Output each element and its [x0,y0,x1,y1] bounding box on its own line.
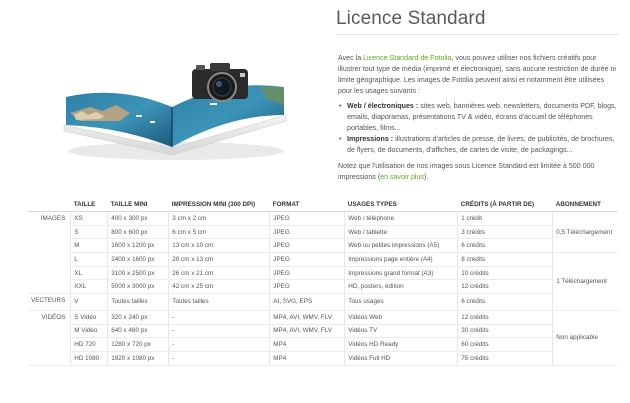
usage-label: Impressions : [347,135,394,144]
table-cell: 8 crédits [458,253,553,267]
intro-suffix: , vous pouvez utiliser nos fichiers créatifs pour illustrer tout type de média (imprimé et électronique), sans aucune restriction de durée ni limite géographique. Les images de Fotolia peuvent ainsi et notamment être utilisées pour les usages suivants : [338,54,616,96]
table-cell: Web / tablette [345,225,458,239]
table-cell: 60 crédits [458,338,553,352]
table-cell: AI, SVG, EPS [270,294,345,311]
table-cell: XXL [71,280,108,294]
table-cell: Impressions page entière (A4) [345,253,458,267]
table-cell: 320 x 240 px [108,310,169,324]
title-divider [336,34,618,35]
column-header: IMPRESSION MINI (300 DPI) [169,198,270,212]
table-cell: 13 cm x 10 cm [169,239,270,253]
table-cell: 3 cm x 2 cm [169,212,270,226]
table-cell: 75 crédits [458,351,553,365]
note-end: ). [423,173,429,182]
column-header: ABONNEMENT [553,198,618,212]
table-cell: Impressions grand format (A3) [345,266,458,280]
table-cell: 5000 x 3000 px [108,280,169,294]
category-cell: VIDÉOS [28,310,71,365]
table-cell: 640 x 480 px [108,324,169,338]
table-cell: 3100 x 2500 px [108,266,169,280]
subscription-cell: 0,5 Téléchargement [553,212,618,253]
table-cell: S [71,225,108,239]
table-cell: MP4 [270,351,345,365]
table-cell: 26 cm x 21 cm [169,266,270,280]
table-row [28,294,618,311]
usage-item-web [338,101,620,134]
table-cell: 10 crédits [458,266,553,280]
table-cell: Tous usages [345,294,458,311]
table-row [28,324,618,338]
table-cell: 42 cm x 25 cm [169,280,270,294]
table-cell: HD 720 [71,338,108,352]
table-cell: - [169,338,270,352]
table-row [28,351,618,365]
table-cell: 20 cm x 13 cm [169,253,270,267]
table-cell: Vidéos Web [345,310,458,324]
table-cell: Toutes tailles [169,294,270,311]
table-cell: M Vidéo [71,324,108,338]
table-cell: 1600 x 1200 px [108,239,169,253]
pricing-table [28,198,618,366]
column-header: USAGES TYPES [345,198,458,212]
table-cell: 1 crédit [458,212,553,226]
table-cell: 6 cm x 5 cm [169,225,270,239]
subscription-cell: 1 Téléchargement [553,253,618,311]
usage-text: illustrations d'articles de presse, de livres, de publicités, de brochures, de flyers, de documents, d'affiches, de cartes de visite, de packagings... [347,135,615,155]
table-cell: Vidéos TV [345,324,458,338]
table-cell: L [71,253,108,267]
table-cell: XL [71,266,108,280]
table-row [28,239,618,253]
table-cell: JPEG [270,212,345,226]
table-cell: MP4, AVI, WMV, FLV [270,324,345,338]
table-cell: Web ou petites impressions (A5) [345,239,458,253]
table-cell: 3 crédits [458,225,553,239]
usage-text: sites web, bannières web, newsletters, documents PDF, blogs, emails, diaporamas, présentations TV & vidéo, écrans d'accueil de téléphones portables, films... [347,102,617,133]
table-row [28,310,618,324]
book-camera-illustration [60,55,292,165]
note-text: Notez que l'utilisation de nos images sous Licence Standard est limitée à 500 000 impressions ( [338,162,595,182]
usage-item-print [338,134,620,156]
table-cell: - [169,324,270,338]
intro-paragraph [338,53,620,97]
subscription-cell: Non applicable [553,310,618,365]
table-cell: XS [71,212,108,226]
table-row [28,212,618,226]
table-cell: - [169,351,270,365]
column-header: TAILLE MINI [108,198,169,212]
column-header [28,198,71,212]
table-cell: HD, posters, édition [345,280,458,294]
table-row [28,225,618,239]
table-cell: 2400 x 1600 px [108,253,169,267]
table-cell: 6 crédits [458,239,553,253]
licence-standard-link[interactable]: Licence Standard de Fotolia [363,54,452,62]
table-cell: HD 1080 [71,351,108,365]
table-cell: 12 crédits [458,280,553,294]
table-cell: JPEG [270,280,345,294]
table-cell: 400 x 300 px [108,212,169,226]
column-header: FORMAT [270,198,345,212]
table-cell: Vidéos Full HD [345,351,458,365]
table-header-row [28,198,618,212]
table-cell: JPEG [270,239,345,253]
table-row [28,338,618,352]
table-cell: MP4, AVI, WMV, FLV [270,310,345,324]
table-row [28,266,618,280]
learn-more-link[interactable]: en savoir plus [380,173,424,182]
table-cell: JPEG [270,253,345,267]
table-cell: Toutes tailles [108,294,169,311]
table-cell: 1920 x 1080 px [108,351,169,365]
table-cell: - [169,310,270,324]
table-row [28,280,618,294]
table-cell: S Vidéo [71,310,108,324]
page-title: Licence Standard [336,8,486,29]
category-cell: IMAGES [28,212,71,294]
intro-prefix: Avec la [338,54,364,62]
table-cell: Vidéos HD Ready [345,338,458,352]
table-cell: 6 crédits [458,294,553,311]
category-cell: VECTEURS [28,294,71,311]
column-header: TAILLE [71,198,108,212]
table-cell: 12 crédits [458,310,553,324]
limit-note [338,161,620,183]
table-cell: Web / téléphone [345,212,458,226]
table-cell: JPEG [270,225,345,239]
column-header: CRÉDITS (À PARTIR DE) [458,198,553,212]
table-cell: MP4 [270,338,345,352]
usage-label: Web / électroniques : [347,102,419,110]
table-cell: 800 x 600 px [108,225,169,239]
usage-list [338,101,620,156]
table-cell: JPEG [270,266,345,280]
table-cell: 30 crédits [458,324,553,338]
camera-icon [192,63,248,101]
table-row [28,253,618,267]
table-cell: 1280 x 720 px [108,338,169,352]
table-cell: M [71,239,108,253]
table-cell: V [71,294,108,311]
